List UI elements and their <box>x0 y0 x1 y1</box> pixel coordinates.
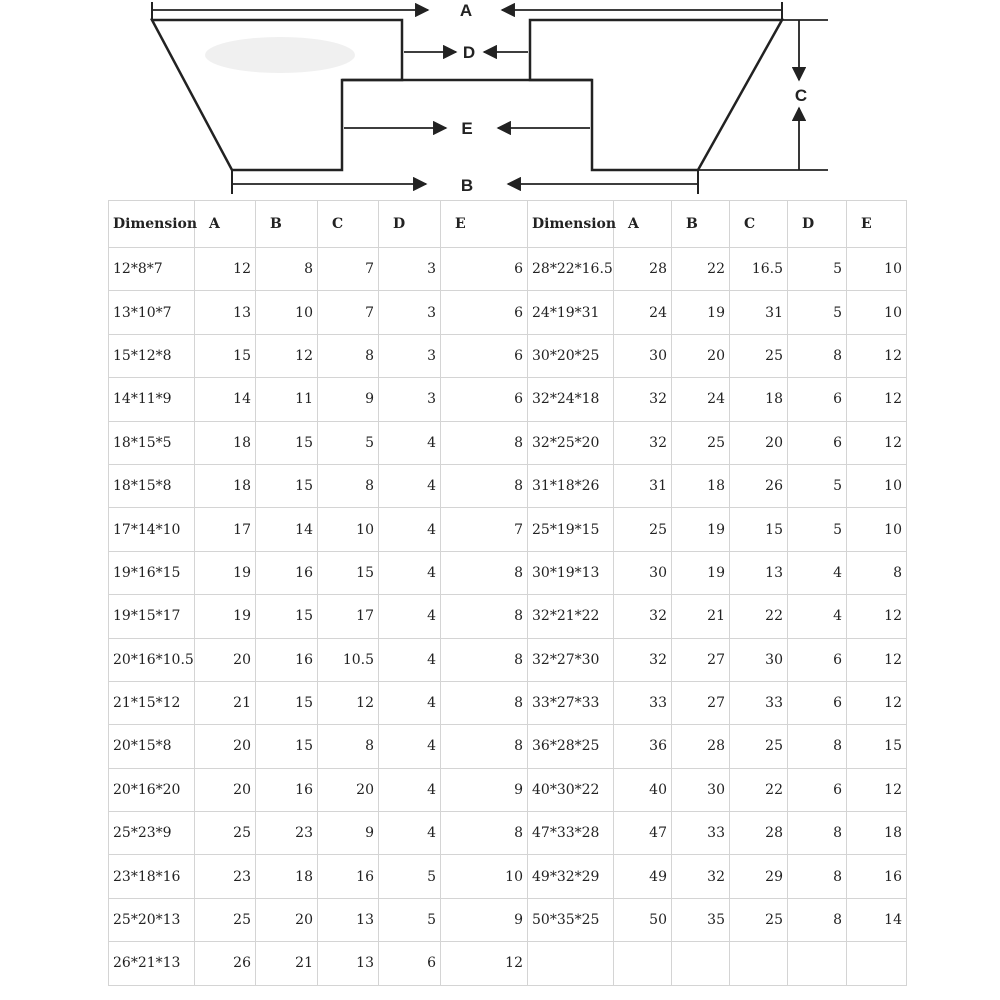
value-cell-b: 8 <box>256 248 318 291</box>
header-cell-left-dimension: Dimension <box>109 201 195 248</box>
value-cell-a: 49 <box>614 855 672 898</box>
value-cell-d: 4 <box>379 812 441 855</box>
value-cell-e: 8 <box>847 551 907 594</box>
value-cell-e: 12 <box>847 334 907 377</box>
header-cell-right-a: A <box>614 201 672 248</box>
value-cell-c: 8 <box>318 725 379 768</box>
table-row <box>109 508 907 551</box>
value-cell-a: 40 <box>614 768 672 811</box>
value-cell-d: 4 <box>379 725 441 768</box>
value-cell-b: 32 <box>672 855 730 898</box>
header-cell-right-b: B <box>672 201 730 248</box>
value-cell-a: 13 <box>195 291 256 334</box>
value-cell-a: 32 <box>614 421 672 464</box>
value-cell-b: 35 <box>672 898 730 941</box>
header-cell-left-c: C <box>318 201 379 248</box>
value-cell-c: 9 <box>318 378 379 421</box>
value-cell-c: 5 <box>318 421 379 464</box>
value-cell-c: 7 <box>318 291 379 334</box>
value-cell-d: 4 <box>379 508 441 551</box>
value-cell-d: 8 <box>788 855 847 898</box>
dimension-cell: 20*16*10.5 <box>109 638 195 681</box>
dimension-cell: 32*24*18 <box>528 378 614 421</box>
value-cell-c: 15 <box>730 508 788 551</box>
dimension-diagram <box>0 0 1000 200</box>
table-row <box>109 768 907 811</box>
value-cell-a: 26 <box>195 942 256 985</box>
value-cell-d: 4 <box>379 681 441 724</box>
header-cell-right-c: C <box>730 201 788 248</box>
value-cell-c: 20 <box>318 768 379 811</box>
table-row <box>109 464 907 507</box>
value-cell-b: 27 <box>672 638 730 681</box>
dimension-cell: 18*15*5 <box>109 421 195 464</box>
value-cell-b: 15 <box>256 681 318 724</box>
dimension-cell: 40*30*22 <box>528 768 614 811</box>
value-cell-c: 9 <box>318 812 379 855</box>
table-row <box>109 812 907 855</box>
value-cell-a: 17 <box>195 508 256 551</box>
value-cell-b: 18 <box>256 855 318 898</box>
value-cell-d: 3 <box>379 378 441 421</box>
header-cell-left-d: D <box>379 201 441 248</box>
dimension-d-label: D <box>462 43 476 62</box>
dimension-cell: 33*27*33 <box>528 681 614 724</box>
value-cell-c: 30 <box>730 638 788 681</box>
value-cell-e: 16 <box>847 855 907 898</box>
value-cell-c: 16 <box>318 855 379 898</box>
value-cell-d: 5 <box>788 464 847 507</box>
dimension-cell: 32*25*20 <box>528 421 614 464</box>
value-cell-b: 15 <box>256 725 318 768</box>
table-row <box>109 551 907 594</box>
value-cell-e: 10 <box>847 508 907 551</box>
value-cell-e: 8 <box>441 812 528 855</box>
value-cell-a: 32 <box>614 378 672 421</box>
value-cell-a: 18 <box>195 421 256 464</box>
value-cell-a: 36 <box>614 725 672 768</box>
table-row <box>109 681 907 724</box>
value-cell-a: 20 <box>195 768 256 811</box>
value-cell-c: 29 <box>730 855 788 898</box>
dimension-cell: 12*8*7 <box>109 248 195 291</box>
dimension-cell: 32*21*22 <box>528 595 614 638</box>
header-cell-right-dimension: Dimension <box>528 201 614 248</box>
value-cell-d <box>788 942 847 985</box>
dimension-a-label: A <box>459 1 473 20</box>
dimension-e-label: E <box>461 119 473 138</box>
value-cell-e: 9 <box>441 898 528 941</box>
dimension-table-body <box>109 201 907 986</box>
dimension-cell: 50*35*25 <box>528 898 614 941</box>
value-cell-b: 21 <box>256 942 318 985</box>
value-cell-c: 12 <box>318 681 379 724</box>
value-cell-c: 8 <box>318 464 379 507</box>
value-cell-b: 25 <box>672 421 730 464</box>
value-cell-b: 11 <box>256 378 318 421</box>
dimension-cell: 26*21*13 <box>109 942 195 985</box>
value-cell-b: 15 <box>256 464 318 507</box>
dimension-cell: 24*19*31 <box>528 291 614 334</box>
value-cell-a: 32 <box>614 595 672 638</box>
value-cell-b <box>672 942 730 985</box>
value-cell-a: 47 <box>614 812 672 855</box>
value-cell-e: 10 <box>847 291 907 334</box>
table-row <box>109 898 907 941</box>
value-cell-e: 12 <box>847 768 907 811</box>
value-cell-b: 33 <box>672 812 730 855</box>
cup-profile-right <box>530 20 782 170</box>
value-cell-d: 5 <box>379 898 441 941</box>
value-cell-d: 6 <box>788 378 847 421</box>
value-cell-c: 25 <box>730 898 788 941</box>
value-cell-e: 10 <box>847 248 907 291</box>
value-cell-e: 12 <box>441 942 528 985</box>
value-cell-a: 32 <box>614 638 672 681</box>
value-cell-e: 14 <box>847 898 907 941</box>
value-cell-e: 6 <box>441 334 528 377</box>
dimension-cell: 49*32*29 <box>528 855 614 898</box>
value-cell-b: 27 <box>672 681 730 724</box>
value-cell-b: 15 <box>256 595 318 638</box>
table-row <box>109 638 907 681</box>
value-cell-e: 6 <box>441 248 528 291</box>
value-cell-e: 8 <box>441 681 528 724</box>
dimension-cell: 47*33*28 <box>528 812 614 855</box>
value-cell-d: 5 <box>788 508 847 551</box>
dimension-cell: 19*16*15 <box>109 551 195 594</box>
value-cell-c: 13 <box>318 898 379 941</box>
dimension-b-label: B <box>460 176 474 195</box>
value-cell-c: 15 <box>318 551 379 594</box>
dimension-cell: 17*14*10 <box>109 508 195 551</box>
value-cell-e: 9 <box>441 768 528 811</box>
value-cell-a: 19 <box>195 595 256 638</box>
value-cell-a: 20 <box>195 725 256 768</box>
value-cell-b: 21 <box>672 595 730 638</box>
table-row <box>109 725 907 768</box>
table-row <box>109 942 907 985</box>
value-cell-e: 12 <box>847 595 907 638</box>
value-cell-e: 8 <box>441 421 528 464</box>
value-cell-a: 50 <box>614 898 672 941</box>
value-cell-a: 31 <box>614 464 672 507</box>
value-cell-d: 4 <box>379 768 441 811</box>
value-cell-e: 10 <box>847 464 907 507</box>
value-cell-e: 8 <box>441 464 528 507</box>
dimension-cell: 18*15*8 <box>109 464 195 507</box>
value-cell-a: 19 <box>195 551 256 594</box>
value-cell-d: 6 <box>788 768 847 811</box>
value-cell-d: 8 <box>788 334 847 377</box>
dimension-cell: 19*15*17 <box>109 595 195 638</box>
value-cell-b: 19 <box>672 291 730 334</box>
value-cell-a: 12 <box>195 248 256 291</box>
value-cell-c: 33 <box>730 681 788 724</box>
dimension-table <box>108 200 907 986</box>
value-cell-c: 16.5 <box>730 248 788 291</box>
value-cell-d: 8 <box>788 898 847 941</box>
value-cell-c: 22 <box>730 768 788 811</box>
value-cell-e: 8 <box>441 725 528 768</box>
value-cell-e: 12 <box>847 638 907 681</box>
dimension-cell: 25*19*15 <box>528 508 614 551</box>
header-cell-right-d: D <box>788 201 847 248</box>
value-cell-c: 28 <box>730 812 788 855</box>
table-row <box>109 421 907 464</box>
value-cell-a: 21 <box>195 681 256 724</box>
value-cell-e: 8 <box>441 595 528 638</box>
dimension-cell <box>528 942 614 985</box>
value-cell-d: 4 <box>379 638 441 681</box>
value-cell-a: 20 <box>195 638 256 681</box>
dimension-cell: 13*10*7 <box>109 291 195 334</box>
dimension-table-wrapper <box>108 200 908 1000</box>
dimension-cell: 20*15*8 <box>109 725 195 768</box>
value-cell-b: 19 <box>672 551 730 594</box>
value-cell-d: 5 <box>788 248 847 291</box>
value-cell-d: 4 <box>379 595 441 638</box>
value-cell-c: 8 <box>318 334 379 377</box>
value-cell-a: 24 <box>614 291 672 334</box>
value-cell-d: 6 <box>788 421 847 464</box>
value-cell-b: 24 <box>672 378 730 421</box>
value-cell-b: 18 <box>672 464 730 507</box>
value-cell-d: 8 <box>788 812 847 855</box>
value-cell-a: 18 <box>195 464 256 507</box>
table-row <box>109 334 907 377</box>
value-cell-e: 12 <box>847 681 907 724</box>
value-cell-d: 4 <box>379 464 441 507</box>
value-cell-a: 25 <box>614 508 672 551</box>
value-cell-e: 10 <box>441 855 528 898</box>
dimension-cell: 20*16*20 <box>109 768 195 811</box>
dimension-cell: 32*27*30 <box>528 638 614 681</box>
value-cell-c: 22 <box>730 595 788 638</box>
value-cell-a: 14 <box>195 378 256 421</box>
value-cell-c: 18 <box>730 378 788 421</box>
header-cell-left-a: A <box>195 201 256 248</box>
value-cell-c <box>730 942 788 985</box>
value-cell-b: 12 <box>256 334 318 377</box>
value-cell-e: 12 <box>847 378 907 421</box>
value-cell-d: 6 <box>788 638 847 681</box>
table-row <box>109 291 907 334</box>
value-cell-b: 10 <box>256 291 318 334</box>
value-cell-a <box>614 942 672 985</box>
value-cell-d: 4 <box>379 421 441 464</box>
dimension-c-label: C <box>794 86 808 105</box>
value-cell-d: 8 <box>788 725 847 768</box>
value-cell-d: 5 <box>379 855 441 898</box>
value-cell-a: 15 <box>195 334 256 377</box>
value-cell-c: 25 <box>730 725 788 768</box>
value-cell-a: 25 <box>195 898 256 941</box>
value-cell-b: 23 <box>256 812 318 855</box>
value-cell-e: 18 <box>847 812 907 855</box>
value-cell-a: 25 <box>195 812 256 855</box>
value-cell-a: 30 <box>614 334 672 377</box>
value-cell-a: 30 <box>614 551 672 594</box>
value-cell-c: 20 <box>730 421 788 464</box>
dimension-cell: 31*18*26 <box>528 464 614 507</box>
value-cell-d: 4 <box>788 551 847 594</box>
value-cell-d: 3 <box>379 248 441 291</box>
dimension-cell: 28*22*16.5 <box>528 248 614 291</box>
value-cell-b: 20 <box>672 334 730 377</box>
value-cell-c: 17 <box>318 595 379 638</box>
value-cell-b: 30 <box>672 768 730 811</box>
value-cell-c: 26 <box>730 464 788 507</box>
dimension-cell: 25*23*9 <box>109 812 195 855</box>
surface-highlight <box>205 37 355 73</box>
dimension-cell: 14*11*9 <box>109 378 195 421</box>
value-cell-d: 4 <box>788 595 847 638</box>
value-cell-d: 3 <box>379 291 441 334</box>
dimension-cell: 23*18*16 <box>109 855 195 898</box>
value-cell-c: 10 <box>318 508 379 551</box>
value-cell-a: 23 <box>195 855 256 898</box>
value-cell-e <box>847 942 907 985</box>
dimension-cell: 21*15*12 <box>109 681 195 724</box>
table-row <box>109 378 907 421</box>
value-cell-b: 16 <box>256 551 318 594</box>
dimension-cell: 36*28*25 <box>528 725 614 768</box>
table-header-row <box>109 201 907 248</box>
table-row <box>109 248 907 291</box>
value-cell-e: 6 <box>441 378 528 421</box>
value-cell-c: 13 <box>318 942 379 985</box>
dimension-cell: 30*20*25 <box>528 334 614 377</box>
value-cell-e: 12 <box>847 421 907 464</box>
value-cell-b: 14 <box>256 508 318 551</box>
value-cell-d: 5 <box>788 291 847 334</box>
value-cell-b: 22 <box>672 248 730 291</box>
value-cell-e: 8 <box>441 638 528 681</box>
value-cell-a: 33 <box>614 681 672 724</box>
value-cell-b: 19 <box>672 508 730 551</box>
value-cell-c: 31 <box>730 291 788 334</box>
header-cell-right-e: E <box>847 201 907 248</box>
value-cell-b: 20 <box>256 898 318 941</box>
value-cell-e: 6 <box>441 291 528 334</box>
value-cell-c: 25 <box>730 334 788 377</box>
dimension-cell: 15*12*8 <box>109 334 195 377</box>
value-cell-d: 6 <box>788 681 847 724</box>
value-cell-d: 4 <box>379 551 441 594</box>
table-row <box>109 855 907 898</box>
value-cell-b: 28 <box>672 725 730 768</box>
value-cell-d: 3 <box>379 334 441 377</box>
value-cell-e: 7 <box>441 508 528 551</box>
value-cell-d: 6 <box>379 942 441 985</box>
value-cell-c: 13 <box>730 551 788 594</box>
table-row <box>109 595 907 638</box>
value-cell-c: 7 <box>318 248 379 291</box>
value-cell-b: 15 <box>256 421 318 464</box>
dimension-cell: 25*20*13 <box>109 898 195 941</box>
value-cell-c: 10.5 <box>318 638 379 681</box>
dimension-cell: 30*19*13 <box>528 551 614 594</box>
value-cell-b: 16 <box>256 768 318 811</box>
value-cell-b: 16 <box>256 638 318 681</box>
value-cell-e: 8 <box>441 551 528 594</box>
header-cell-left-e: E <box>441 201 528 248</box>
value-cell-a: 28 <box>614 248 672 291</box>
value-cell-e: 15 <box>847 725 907 768</box>
header-cell-left-b: B <box>256 201 318 248</box>
